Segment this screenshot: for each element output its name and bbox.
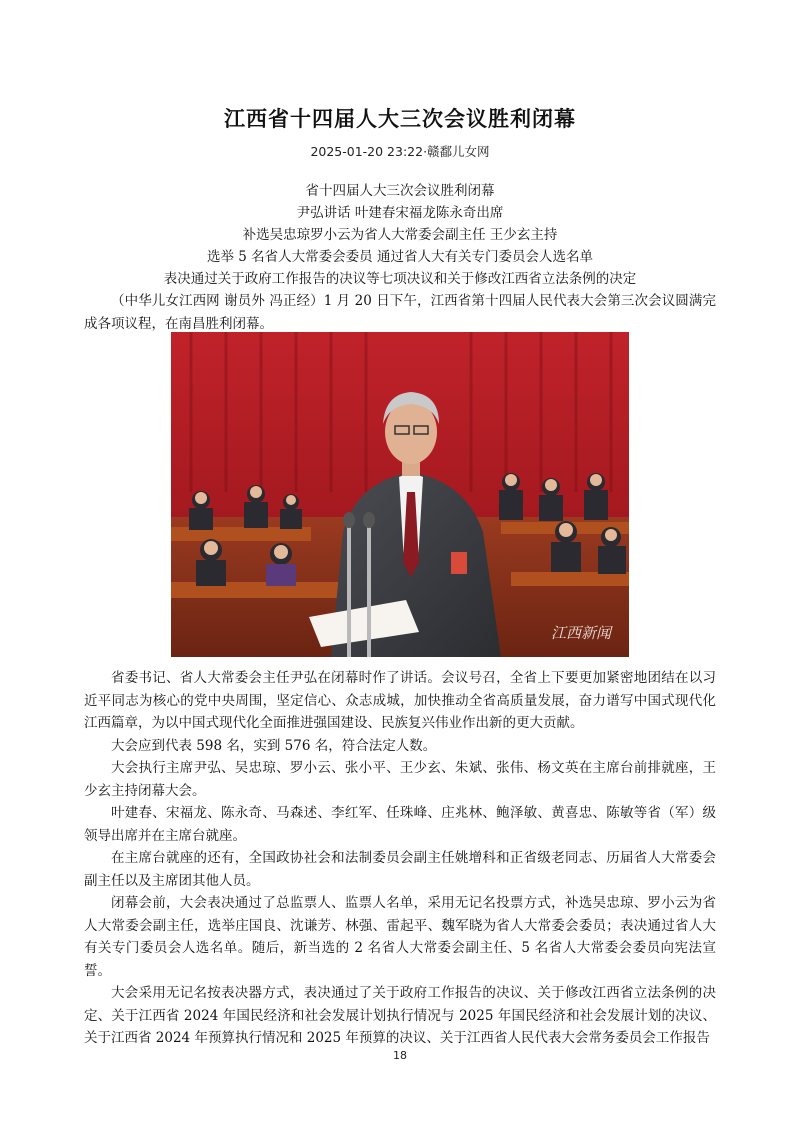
photo-watermark: 江西新闻 — [551, 624, 612, 642]
body-paragraph: 大会应到代表 598 名，实到 576 名，符合法定人数。 — [111, 737, 437, 754]
headline-line: 选举 5 名省人大常委会委员 通过省人大有关专门委员会人选名单 — [207, 249, 593, 265]
body-paragraph: 在主席台就座的还有，全国政协社会和法制委员会副主任姚增科和正省级老同志、历届省人大常委会副主任以及主席团其他人员。 — [84, 850, 716, 889]
page-number: 18 — [393, 1049, 407, 1062]
article-headlines — [0, 180, 800, 290]
article-meta: 2025-01-20 23:22·赣鄱儿女网 — [310, 144, 490, 159]
headline-line: 表决通过关于政府工作报告的决议等七项决议和关于修改江西省立法条例的决定 — [163, 271, 637, 287]
body-paragraph: 闭幕会前，大会表决通过了总监票人、监票人名单，采用无记名投票方式，补选吴忠琼、罗小云为省人大常委会副主任，选举庄国良、沈谦芳、林强、雷起平、魏军晓为省人大常委会委员；表决通过省人大有关专门委员会人选名单。随后，新当选的 2 名省人大常委会副主任、5 名省人大常委会委员向宪法宣誓。 — [84, 895, 716, 979]
speaker-photo — [171, 332, 629, 657]
body-paragraph: 大会采用无记名按表决器方式，表决通过了关于政府工作报告的决议、关于修改江西省立法条例的决定、关于江西省 2024 年国民经济和社会发展计划执行情况与 2025 年国民经济和社会发展计划的决议、关于江西省 2024 年预算执行情况和 2025 年预算的决议、关于江西省人民代表大会常务委员会工作报告 — [84, 985, 716, 1046]
headline-line: 尹弘讲话 叶建春宋福龙陈永奇出席 — [296, 205, 504, 221]
body-paragraph: 大会执行主席尹弘、吴忠琼、罗小云、张小平、王少玄、朱斌、张伟、杨文英在主席台前排就座，王少玄主持闭幕大会。 — [84, 760, 716, 799]
headline-line: 省十四届人大三次会议胜利闭幕 — [305, 183, 495, 199]
headline-line: 补选吴忠琼罗小云为省人大常委会副主任 王少玄主持 — [242, 227, 558, 243]
intro-block — [84, 290, 716, 335]
body-paragraph: 省委书记、省人大常委会主任尹弘在闭幕时作了讲话。会议号召，全省上下要更加紧密地团结在以习近平同志为核心的党中央周围，坚定信心、众志成城，加快推动全省高质量发展，奋力谱写中国式现代化江西篇章，为以中国式现代化全面推进强国建设、民族复兴伟业作出新的更大贡献。 — [84, 670, 716, 731]
intro-paragraph: （中华儿女江西网 谢员外 冯正经）1 月 20 日下午，江西省第十四届人民代表大会第三次会议圆满完成各项议程，在南昌胜利闭幕。 — [84, 293, 716, 332]
article-title: 江西省十四届人大三次会议胜利闭幕 — [224, 107, 576, 131]
body-paragraph: 叶建春、宋福龙、陈永奇、马森述、李红军、任珠峰、庄兆林、鲍泽敏、黄喜忠、陈敏等省（军）级领导出席并在主席台就座。 — [84, 805, 716, 844]
article-body — [84, 667, 716, 1050]
